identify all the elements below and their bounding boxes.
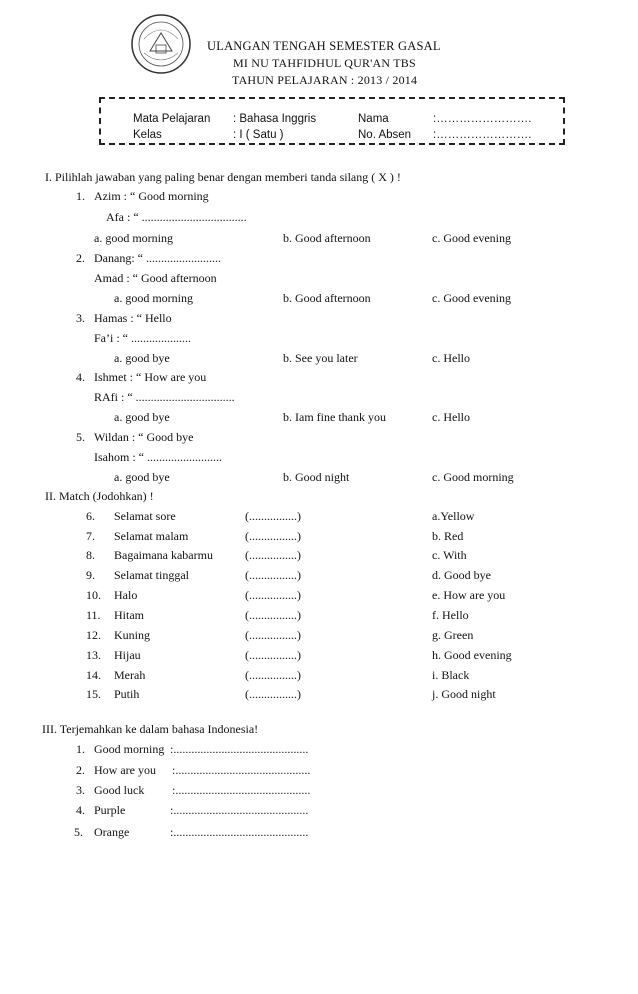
option-c[interactable]: c. Hello <box>432 410 470 424</box>
match-number: 14. <box>86 668 101 682</box>
match-word: Merah <box>114 668 146 682</box>
match-blank[interactable]: (................) <box>245 529 301 543</box>
match-blank[interactable]: (................) <box>245 588 301 602</box>
match-word: Kuning <box>114 628 150 642</box>
translate-word: How are you <box>94 763 156 777</box>
dialog-line: Danang: “ ......................... <box>94 251 221 265</box>
match-word: Selamat malam <box>114 529 189 543</box>
option-c[interactable]: c. Good evening <box>432 291 511 305</box>
option-a[interactable]: a. good morning <box>94 231 173 245</box>
match-blank[interactable]: (................) <box>245 687 301 701</box>
dialog-line: Ishmet : “ How are you <box>94 370 207 384</box>
dialog-line: Afa : “ ................................... <box>106 210 247 224</box>
match-blank[interactable]: (................) <box>245 628 301 642</box>
subject-value: : Bahasa Inggris <box>233 113 317 125</box>
class-value: : I ( Satu ) <box>233 129 284 141</box>
option-b[interactable]: b. Iam fine thank you <box>283 410 386 424</box>
match-word: Hitam <box>114 608 144 622</box>
option-c[interactable]: c. Hello <box>432 351 470 365</box>
match-word: Selamat sore <box>114 509 176 523</box>
option-a[interactable]: a. good bye <box>114 470 170 484</box>
translate-blank[interactable]: :............................................. <box>170 803 309 817</box>
dialog-line: Azim : “ Good morning <box>94 189 209 203</box>
option-c[interactable]: c. Good morning <box>432 470 514 484</box>
match-answer: g. Green <box>432 628 474 642</box>
match-number: 15. <box>86 687 101 701</box>
translate-number: 4. <box>76 803 85 817</box>
translate-word: Good luck <box>94 783 145 797</box>
question-number: 4. <box>76 370 85 384</box>
translate-blank[interactable]: :............................................. <box>172 783 311 797</box>
option-a[interactable]: a. good bye <box>114 410 170 424</box>
translate-blank[interactable]: :............................................. <box>172 763 311 777</box>
match-word: Hijau <box>114 648 141 662</box>
school-seal-logo <box>130 13 192 75</box>
match-blank[interactable]: (................) <box>245 648 301 662</box>
section-2-title: II. Match (Jodohkan) ! <box>45 489 154 503</box>
question-number: 2. <box>76 251 85 265</box>
question-number: 5. <box>76 430 85 444</box>
match-answer: a.Yellow <box>432 509 475 523</box>
match-answer: i. Black <box>432 668 470 682</box>
match-answer: c. With <box>432 548 467 562</box>
match-answer: e. How are you <box>432 588 506 602</box>
question-number: 1. <box>76 189 85 203</box>
match-word: Halo <box>114 588 138 602</box>
match-answer: h. Good evening <box>432 648 512 662</box>
option-b[interactable]: b. Good night <box>283 470 350 484</box>
translate-number: 3. <box>76 783 85 797</box>
match-number: 11. <box>86 608 101 622</box>
translate-number: 1. <box>76 742 85 756</box>
class-label: Kelas <box>133 129 162 141</box>
academic-year: TAHUN PELAJARAN : 2013 / 2014 <box>232 73 418 87</box>
translate-word: Purple <box>94 803 126 817</box>
translate-word: Orange <box>94 825 130 839</box>
translate-number: 2. <box>76 763 85 777</box>
match-answer: b. Red <box>432 529 464 543</box>
dialog-line: Wildan : “ Good bye <box>94 430 194 444</box>
match-number: 10. <box>86 588 101 602</box>
match-number: 9. <box>86 568 95 582</box>
translate-blank[interactable]: :............................................. <box>170 825 309 839</box>
dialog-line: Amad : “ Good afternoon <box>94 271 217 285</box>
section-1-title: I. Pilihlah jawaban yang paling benar dengan memberi tanda silang ( X ) ! <box>45 170 401 184</box>
dialog-line: Isahom : “ ......................... <box>94 450 222 464</box>
match-number: 7. <box>86 529 95 543</box>
question-number: 3. <box>76 311 85 325</box>
match-answer: f. Hello <box>432 608 469 622</box>
option-b[interactable]: b. Good afternoon <box>283 291 371 305</box>
translate-number: 5. <box>74 825 83 839</box>
option-a[interactable]: a. good morning <box>114 291 193 305</box>
match-number: 8. <box>86 548 95 562</box>
dialog-line: RAfi : “ ................................. <box>94 390 235 404</box>
match-answer: j. Good night <box>432 687 496 701</box>
option-b[interactable]: b. Good afternoon <box>283 231 371 245</box>
option-a[interactable]: a. good bye <box>114 351 170 365</box>
subject-label: Mata Pelajaran <box>133 113 211 125</box>
absen-field[interactable]: :……………………. <box>433 129 532 141</box>
match-blank[interactable]: (................) <box>245 668 301 682</box>
name-field[interactable]: :……………………. <box>433 113 532 125</box>
match-answer: d. Good bye <box>432 568 491 582</box>
match-number: 13. <box>86 648 101 662</box>
option-c[interactable]: c. Good evening <box>432 231 511 245</box>
dialog-line: Hamas : “ Hello <box>94 311 172 325</box>
match-word: Bagaimana kabarmu <box>114 548 213 562</box>
match-blank[interactable]: (................) <box>245 568 301 582</box>
match-number: 6. <box>86 509 95 523</box>
match-blank[interactable]: (................) <box>245 548 301 562</box>
absen-label: No. Absen <box>358 129 412 141</box>
match-word: Putih <box>114 687 140 701</box>
match-blank[interactable]: (................) <box>245 608 301 622</box>
match-word: Selamat tinggal <box>114 568 189 582</box>
section-3-title: III. Terjemahkan ke dalam bahasa Indonesia! <box>42 722 259 736</box>
name-label: Nama <box>358 113 389 125</box>
match-number: 12. <box>86 628 101 642</box>
school-name: MI NU TAHFIDHUL QUR'AN TBS <box>233 56 416 70</box>
translate-word: Good morning <box>94 742 165 756</box>
exam-title: ULANGAN TENGAH SEMESTER GASAL <box>207 39 441 53</box>
match-blank[interactable]: (................) <box>245 509 301 523</box>
dialog-line: Fa’i : “ .................... <box>94 331 191 345</box>
translate-blank[interactable]: :............................................. <box>170 742 309 756</box>
option-b[interactable]: b. See you later <box>283 351 358 365</box>
